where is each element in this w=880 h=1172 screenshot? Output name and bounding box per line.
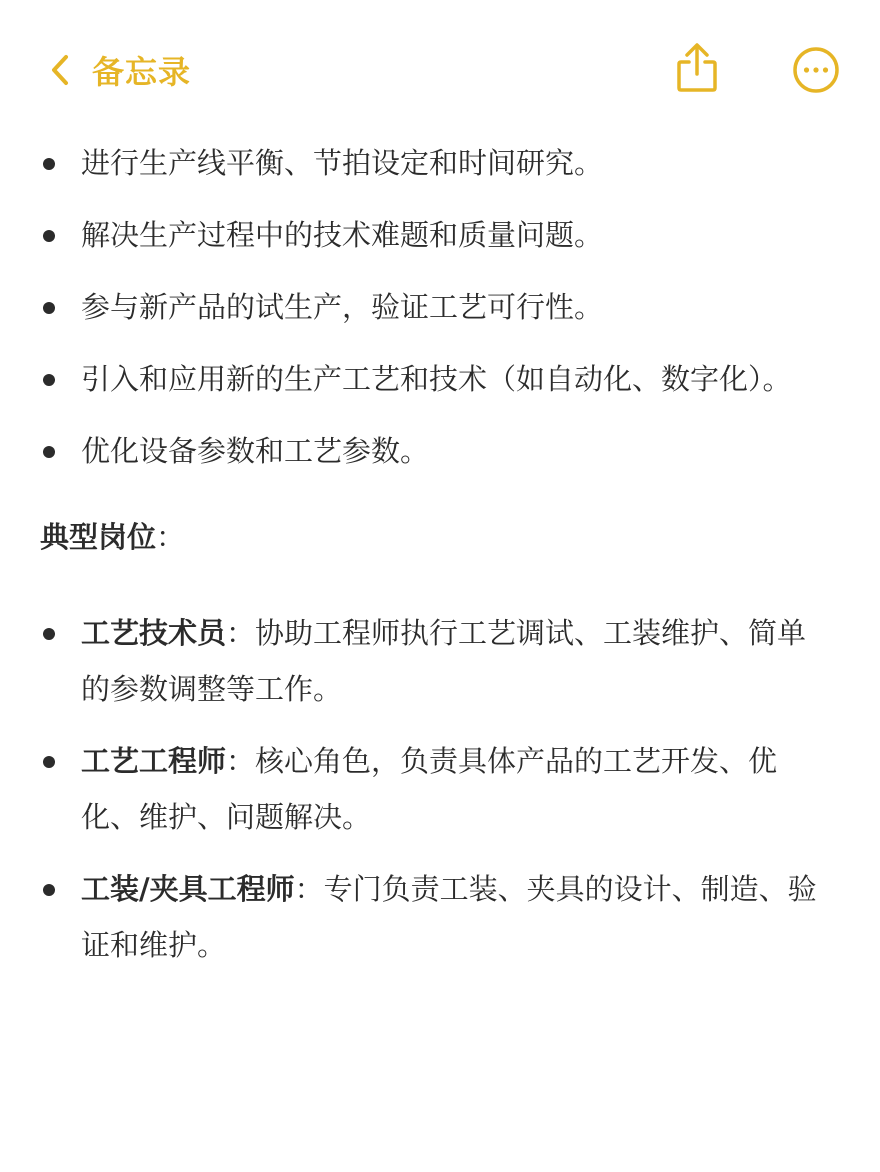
list-item bbox=[0, 135, 880, 191]
bullet-dot bbox=[43, 884, 55, 896]
list-item bbox=[0, 207, 880, 263]
list-item bbox=[0, 605, 880, 717]
role-description: 核心角色，负责具体产品的工艺开发、优化、维护、问题解决。 bbox=[81, 744, 778, 834]
list-item bbox=[0, 861, 880, 973]
bullet-dot bbox=[43, 158, 55, 170]
back-label: 备忘录 bbox=[92, 53, 192, 91]
role-description: 专门负责工装、夹具的设计、制造、验证和维护。 bbox=[81, 872, 817, 962]
section-heading-text: 典型岗位 bbox=[40, 520, 157, 554]
share-button[interactable] bbox=[674, 42, 720, 94]
list-item bbox=[0, 733, 880, 845]
back-button[interactable] bbox=[50, 44, 191, 96]
list-item-text: 优化设备参数和工艺参数。 bbox=[81, 434, 430, 468]
list-item-text: 进行生产线平衡、节拍设定和时间研究。 bbox=[81, 146, 604, 180]
list-item-text: 参与新产品的试生产，验证工艺可行性。 bbox=[81, 290, 604, 324]
bullet-dot bbox=[43, 628, 55, 640]
section-heading bbox=[40, 509, 880, 565]
share-icon bbox=[674, 42, 720, 94]
list-item bbox=[0, 423, 880, 479]
role-name: 工艺技术员 bbox=[81, 616, 227, 650]
role-name: 工装/夹具工程师 bbox=[81, 872, 295, 906]
list-item bbox=[0, 351, 880, 407]
section-heading-colon: ： bbox=[156, 520, 186, 554]
note-body[interactable] bbox=[0, 135, 880, 989]
list-item-text: 引入和应用新的生产工艺和技术（如自动化、数字化）。 bbox=[81, 362, 792, 396]
chevron-left-icon bbox=[50, 53, 70, 87]
list-item-text: 解决生产过程中的技术难题和质量问题。 bbox=[81, 218, 604, 252]
role-separator: ： bbox=[226, 744, 256, 778]
bullet-dot bbox=[43, 446, 55, 458]
role-separator: ： bbox=[226, 616, 256, 650]
responsibilities-list bbox=[0, 135, 880, 479]
roles-list bbox=[0, 605, 880, 973]
role-description: 协助工程师执行工艺调试、工装维护、简单的参数调整等工作。 bbox=[81, 616, 807, 706]
bullet-dot bbox=[43, 374, 55, 386]
more-button[interactable] bbox=[792, 46, 840, 94]
bullet-dot bbox=[43, 756, 55, 768]
ellipsis-circle-icon bbox=[792, 46, 840, 94]
role-separator: ： bbox=[294, 872, 324, 906]
role-name: 工艺工程师 bbox=[81, 744, 227, 778]
bullet-dot bbox=[43, 302, 55, 314]
list-item bbox=[0, 279, 880, 335]
navigation-bar bbox=[0, 0, 880, 130]
bullet-dot bbox=[43, 230, 55, 242]
